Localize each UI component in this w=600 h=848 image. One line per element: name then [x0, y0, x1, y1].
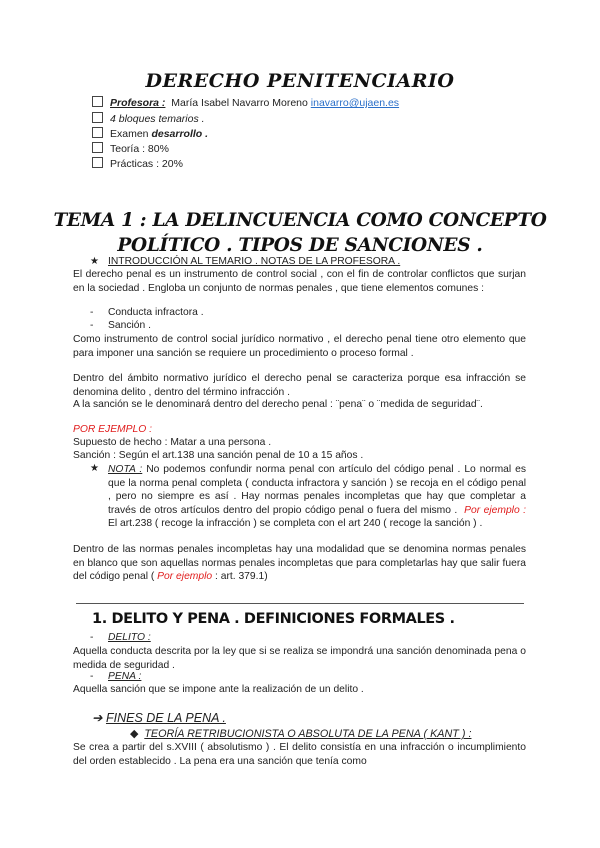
- email-link[interactable]: inavarro@ujaen.es: [310, 97, 400, 109]
- intro-heading: INTRODUCCIÓN AL TEMARIO . NOTAS DE LA PROFESORA .: [108, 256, 401, 267]
- dash-item-conducta: Conducta infractora .: [108, 307, 204, 318]
- para-control-social: Como instrumento de control social jurídico normativo , el derecho penal tiene otro elemento que para imponer una sanción se requiere un procedimiento o proceso formal .: [73, 334, 526, 359]
- nota-paragraph: NOTA : No podemos confundir norma penal con artículo del código penal . Lo normal es que la norma penal completa ( conducta infractora y sanción ) se recoja en el código penal , pero no siempre es así . Hay normas penales incompletas que hay que completar a través de otros artículos dentro del propio código penal o fuera del mismo . Por ejemplo : El art.238 ( recoge la infracción ) se completa con el art 240 ( recoge la sanción ) .: [108, 464, 527, 529]
- dash-bullet: -: [90, 632, 94, 643]
- header-item-examen: Examen desarrollo .: [92, 127, 208, 141]
- delito-definition: Aquella conducta descrita por la ley que si se realiza se impondrá una sanción denominada pena o medida de seguridad .: [73, 646, 526, 671]
- divider: [76, 603, 524, 604]
- dash-bullet: -: [90, 320, 94, 331]
- teoria-heading: ◆ TEORÍA RETRIBUCIONISTA O ABSOLUTA DE LA PENA ( KANT ) :: [130, 728, 472, 740]
- pena-definition: Aquella sanción que se impone ante la realización de un delito .: [73, 684, 364, 695]
- tema-title: TEMA 1 : LA DELINCUENCIA COMO CONCEPTO POLÍTICO . TIPOS DE SANCIONES .: [53, 210, 547, 256]
- header-item-bloques: 4 bloques temarios .: [92, 112, 205, 126]
- checkbox-icon[interactable]: [92, 157, 103, 168]
- document-title: DERECHO PENITENCIARIO: [145, 70, 455, 92]
- ejemplo-supuesto: Supuesto de hecho : Matar a una persona .: [73, 437, 272, 448]
- fines-heading: ➔ FINES DE LA PENA .: [92, 711, 226, 725]
- checkbox-icon[interactable]: [92, 96, 103, 107]
- dash-bullet: -: [90, 671, 94, 682]
- para-ambito-normativo: Dentro del ámbito normativo jurídico el derecho penal se caracteriza porque esa infracción se denomina delito , dentro del término infracción .: [73, 373, 526, 398]
- ejemplo-sancion: Sanción : Según el art.138 una sanción penal de 10 a 15 años .: [73, 450, 364, 461]
- section-1-title: 1. DELITO Y PENA . DEFINICIONES FORMALES .: [92, 611, 455, 627]
- checkbox-icon[interactable]: [92, 112, 103, 123]
- para-normas-blanco: Dentro de las normas penales incompletas hay una modalidad que se denomina normas penales en blanco que son aquellas normas penales incompletas que para completarlas hay que salir fuera del código penal ( Por ejemplo : art. 379.1): [73, 544, 526, 582]
- teoria-paragraph: Se crea a partir del s.XVIII ( absolutismo ) . El delito consistía en una infracción o incumplimiento del orden establecido . La pena era una sanción que tenía como: [73, 742, 526, 767]
- star-bullet-icon: ★: [90, 256, 99, 267]
- ejemplo-label: POR EJEMPLO :: [73, 424, 152, 435]
- pena-label: PENA :: [108, 671, 142, 682]
- header-item-profesora: Profesora : María Isabel Navarro Moreno inavarro@ujaen.es: [92, 96, 399, 110]
- delito-label: DELITO :: [108, 632, 151, 643]
- arrow-right-icon: ➔: [92, 711, 103, 725]
- star-bullet-icon: ★: [90, 463, 99, 474]
- para-sancion: A la sanción se le denominará dentro del derecho penal : ¨pena¨ o ¨medida de seguridad¨.: [73, 399, 483, 410]
- dash-bullet: -: [90, 307, 94, 318]
- diamond-bullet-icon: ◆: [130, 728, 139, 740]
- dash-item-sancion: Sanción .: [108, 320, 151, 331]
- checkbox-icon[interactable]: [92, 142, 103, 153]
- header-item-teoria: Teoría : 80%: [92, 142, 169, 156]
- checkbox-icon[interactable]: [92, 127, 103, 138]
- para-derecho-penal: El derecho penal es un instrumento de control social , con el fin de controlar conflictos que surjan en la sociedad . Engloba un conjunto de normas penales , que tiene elementos comunes :: [73, 269, 526, 294]
- header-item-practicas: Prácticas : 20%: [92, 157, 183, 171]
